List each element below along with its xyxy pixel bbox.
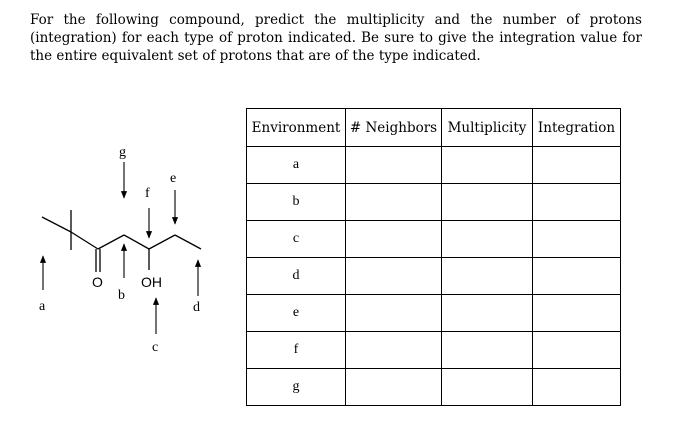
bond-carbonyl-ch2 [98,235,124,249]
table-row [247,184,621,221]
label-a: a [39,299,46,314]
neighbors-cell[interactable] [346,295,442,332]
header-environment: Environment [247,109,346,147]
label-g: g [119,145,126,160]
neighbors-cell[interactable] [346,221,442,258]
integration-cell[interactable] [533,332,621,369]
label-f: f [145,186,150,201]
integration-cell[interactable] [533,147,621,184]
environment-cell: c [247,221,346,258]
table-row [247,221,621,258]
carbon-skeleton [42,210,201,272]
integration-cell[interactable] [533,221,621,258]
question-text: For the following compound, predict the multiplicity and the number of protons (integration) for each type of proton indicated. Be sure to give the integration value for the entire equivalent set of protons that are of the type indicated. [30,12,642,64]
molecule-structure [28,138,218,363]
integration-cell[interactable] [533,258,621,295]
label-e: e [170,171,177,186]
environment-cell: a [247,147,346,184]
header-neighbors: # Neighbors [346,109,442,147]
table-row [247,332,621,369]
label-b: b [118,288,125,303]
bond-methyl-left [42,217,71,232]
label-d: d [193,300,200,315]
bond-choh-ch2 [149,235,175,249]
nmr-answer-table [246,108,621,406]
label-c: c [152,340,159,355]
environment-cell: e [247,295,346,332]
proton-arrows [43,162,198,334]
multiplicity-cell[interactable] [442,184,533,221]
bond-quat-carbonyl [71,232,98,249]
environment-cell: g [247,369,346,406]
atom-oxygen: O [92,274,103,290]
neighbors-cell[interactable] [346,332,442,369]
atom-hydroxyl: OH [141,274,162,290]
table-row [247,369,621,406]
table-row [247,147,621,184]
integration-cell[interactable] [533,295,621,332]
bond-ch2-choh [124,235,149,249]
environment-cell: d [247,258,346,295]
multiplicity-cell[interactable] [442,147,533,184]
table-row [247,258,621,295]
environment-cell: b [247,184,346,221]
neighbors-cell[interactable] [346,147,442,184]
neighbors-cell[interactable] [346,369,442,406]
neighbors-cell[interactable] [346,258,442,295]
header-integration: Integration [533,109,621,147]
multiplicity-cell[interactable] [442,295,533,332]
multiplicity-cell[interactable] [442,258,533,295]
table-header-row [247,109,621,147]
header-multiplicity: Multiplicity [442,109,533,147]
multiplicity-cell[interactable] [442,332,533,369]
bond-ch2-ch3 [175,235,201,249]
multiplicity-cell[interactable] [442,369,533,406]
integration-cell[interactable] [533,369,621,406]
environment-cell: f [247,332,346,369]
neighbors-cell[interactable] [346,184,442,221]
integration-cell[interactable] [533,184,621,221]
multiplicity-cell[interactable] [442,221,533,258]
table-row [247,295,621,332]
